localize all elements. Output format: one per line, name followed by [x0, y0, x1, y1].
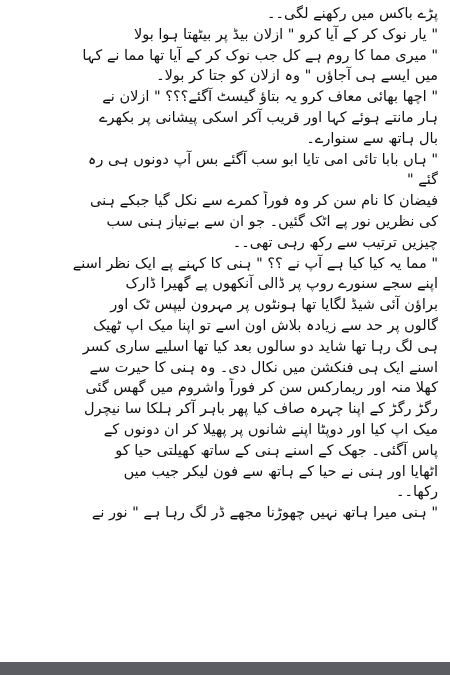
text-line: گئے ": [406, 172, 438, 189]
text-line: میں ایسے ہی آجاؤں " وہ ازلان کو جتا کر بولا۔: [156, 68, 438, 85]
text-line: براؤن آئی شیڈ لگایا تھا ہونٹوں پر مہرون لیپس ٹک اور: [110, 297, 438, 314]
text-line: " ہنی میرا ہاتھ نہیں چھوڑنا مجھے ڈر لگ رہا ہے " نور نے: [91, 505, 438, 522]
text-line: " مما یہ کیا کیا ہے آپ نے ؟؟ " ہنی کا کہنے پے ایک نظر اسنے: [72, 255, 438, 272]
text-line: پڑے باکس میں رکھنے لگی۔۔: [267, 6, 438, 22]
text-line: رکھا۔۔: [396, 484, 438, 501]
text-line: " ہاں بابا تائی امی تایا ابو سب آگئے بس آپ دونوں ہی رہ: [87, 151, 438, 168]
text-line: اٹھایا اور ہنی نے حیا کے ہاتھ سے فون لیکر جیب میں: [123, 463, 438, 480]
text-line: رگڑ رگڑ کے اپنا چہرہ صاف کیا پھر باہر آکر ہلکا سا نیچرل: [84, 401, 438, 418]
text-line: میک اپ کیا اور دوپٹا اپنے شانوں پر پھیلا کر ان دونوں کے: [103, 421, 438, 438]
text-line: " اچھا بھائی معاف کرو یہ بتاؤ گیسٹ آگئے؟؟؟ " ازلان نے: [102, 89, 438, 106]
text-line: ہی لگ رہا تھا شاید دو سالوں بعد کیا تھا اسلیے ساری کسر: [82, 338, 438, 355]
text-line: چیزیں ترتیب سے رکھ رہی تھی۔۔: [232, 234, 438, 251]
text-line: کھلا منہ اور ریمارکس سن کر فوراً واشروم میں گھس گئی: [85, 380, 438, 397]
bottom-navigation-bar: [0, 662, 450, 675]
text-line: پاس آگئی۔ جھک کے اسنے ہنی کے ساتھ کھیلتی حیا کو: [115, 442, 438, 459]
text-line: کی نظریں نور پے اٹک گئیں۔ جو ان سے بےنیاز ہنی سب: [106, 213, 438, 230]
text-line: اسنے ایک ہی فنکشن میں نکال دی۔ وہ ہنی کا حیرت سے: [89, 359, 438, 376]
text-line: ہار مانتے ہوئے کہا اور قریب آکر اسکی پیشانی پر بکھرے: [98, 109, 438, 126]
text-line: بال ہاتھ سے سنوارے۔: [306, 130, 438, 147]
text-line: اپنے سجے سنورے روپ پر ڈالی آنکھوں پے گھیرا ڈارک: [125, 276, 438, 293]
text-line: فیضان کا نام سن کر وہ فوراً کمرے سے نکل گیا جبکے ہنی: [90, 193, 438, 210]
text-line: " میری مما کا روم ہے کل جب نوک کر کے آیا تھا مما نے کہا: [82, 47, 438, 64]
text-line: گالوں پر حد سے زیادہ بلاش اون اسے تو اپنا میک اپ ٹھیک: [93, 317, 438, 334]
text-line: " یار نوک کر کے آیا کرو " ازلان بیڈ پر بیٹھتا ہوا بولا: [134, 26, 438, 43]
